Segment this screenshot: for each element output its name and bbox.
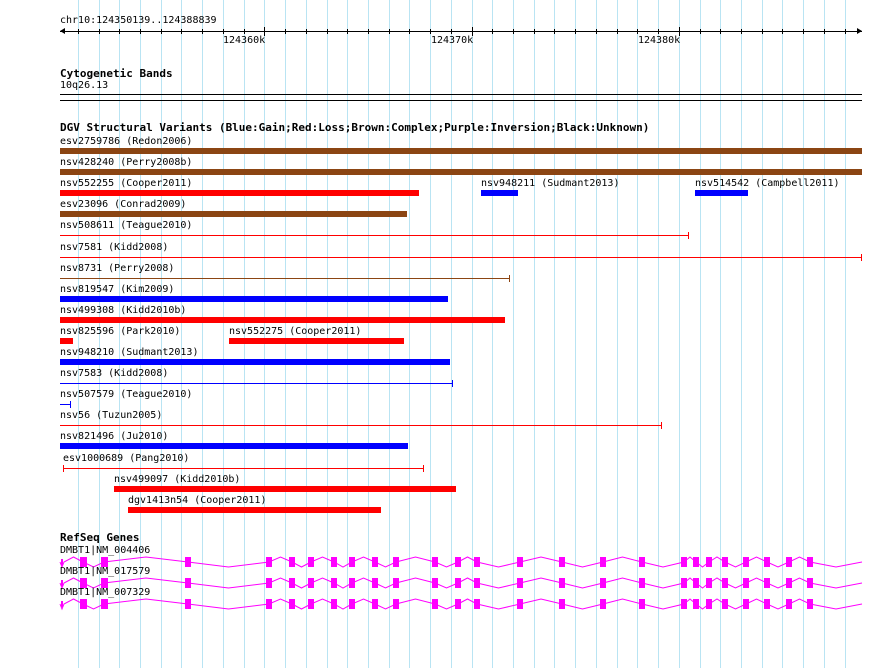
- dgv-variant-cap: [70, 401, 71, 408]
- exon-block: [308, 599, 314, 609]
- refseq-track-title[interactable]: RefSeq Genes: [60, 531, 140, 544]
- ruler-tick: [617, 29, 618, 34]
- exon-block: [349, 599, 355, 609]
- exon-block: [807, 557, 813, 567]
- exon-block: [681, 557, 687, 567]
- ruler-tick: [554, 29, 555, 34]
- dgv-variant-label: nsv514542 (Campbell2011): [695, 178, 840, 189]
- ruler-tick: [306, 29, 307, 34]
- exon-block: [331, 599, 337, 609]
- ruler-tick-label: 124380k: [638, 35, 681, 46]
- dgv-variant-label: nsv507579 (Teague2010): [60, 389, 193, 400]
- exon-block: [807, 578, 813, 588]
- dgv-variant-bar[interactable]: [60, 190, 419, 196]
- dgv-variant-line[interactable]: [60, 425, 661, 426]
- exon-block: [722, 578, 728, 588]
- ruler-arrow-left-icon: [60, 28, 65, 34]
- exon-block: [101, 599, 108, 609]
- ruler-tick: [741, 29, 742, 34]
- exon-block: [432, 557, 438, 567]
- exon-block: [266, 578, 272, 588]
- dgv-variant-cap: [661, 422, 662, 429]
- ruler-tick: [389, 29, 390, 34]
- exon-block: [455, 557, 461, 567]
- ruler-tick: [534, 29, 535, 34]
- dgv-variant-bar[interactable]: [60, 169, 862, 175]
- exon-block: [517, 557, 523, 567]
- cytoband-line-top: [60, 94, 862, 95]
- exon-block: [308, 557, 314, 567]
- dgv-variant-label: esv1000689 (Pang2010): [63, 453, 190, 464]
- exon-block: [289, 599, 295, 609]
- ruler-tick: [824, 29, 825, 34]
- dgv-variant-label: nsv428240 (Perry2008b): [60, 157, 193, 168]
- dgv-variant-bar[interactable]: [481, 190, 518, 196]
- exon-block: [807, 599, 813, 609]
- dgv-variant-line[interactable]: [63, 468, 423, 469]
- dgv-variant-label: nsv499308 (Kidd2010b): [60, 305, 187, 316]
- ruler-tick: [327, 29, 328, 34]
- dgv-variant-label: nsv552255 (Cooper2011): [60, 178, 193, 189]
- ruler-tick-label: 124360k: [223, 35, 266, 46]
- exon-block: [432, 599, 438, 609]
- transcript-label: DMBT1|NM_007329: [60, 587, 151, 598]
- cytoband-label[interactable]: 10q26.13: [60, 80, 109, 91]
- exon-block: [61, 601, 63, 607]
- transcript-label: DMBT1|NM_017579: [60, 566, 151, 577]
- exon-block: [331, 557, 337, 567]
- dgv-variant-bar[interactable]: [695, 190, 748, 196]
- ruler-tick: [637, 29, 638, 34]
- exon-block: [349, 578, 355, 588]
- ruler-tick: [762, 29, 763, 34]
- dgv-variant-line[interactable]: [60, 257, 862, 258]
- exon-block: [600, 599, 606, 609]
- ruler-tick: [99, 29, 100, 34]
- exon-block: [372, 578, 378, 588]
- exon-block: [743, 599, 749, 609]
- dgv-variant-bar[interactable]: [60, 317, 505, 323]
- dgv-variant-bar[interactable]: [60, 359, 450, 365]
- dgv-track-title[interactable]: DGV Structural Variants (Blue:Gain;Red:Loss;Brown:Complex;Purple:Inversion;Black:Unknown): [60, 121, 650, 134]
- exon-block: [80, 599, 87, 609]
- ruler-tick: [119, 29, 120, 34]
- exon-block: [559, 599, 565, 609]
- dgv-variant-bar[interactable]: [60, 148, 862, 154]
- exon-block: [61, 580, 63, 586]
- exon-block: [331, 578, 337, 588]
- exon-block: [722, 599, 728, 609]
- exon-block: [393, 578, 399, 588]
- ruler-tick-label: 124370k: [431, 35, 474, 46]
- transcript-label: DMBT1|NM_004406: [60, 545, 151, 556]
- dgv-variant-label: esv23096 (Conrad2009): [60, 199, 187, 210]
- dgv-variant-bar[interactable]: [60, 211, 407, 217]
- dgv-variant-cap: [63, 465, 64, 472]
- dgv-variant-line[interactable]: [60, 383, 452, 384]
- dgv-variant-label: nsv8731 (Perry2008): [60, 263, 175, 274]
- dgv-variant-label: nsv819547 (Kim2009): [60, 284, 175, 295]
- dgv-variant-label: nsv7583 (Kidd2008): [60, 368, 169, 379]
- exon-block: [639, 578, 645, 588]
- ruler-tick: [596, 29, 597, 34]
- exon-block: [706, 557, 712, 567]
- dgv-variant-bar[interactable]: [114, 486, 456, 492]
- exon-block: [764, 578, 770, 588]
- ruler-tick: [492, 29, 493, 34]
- dgv-variant-label: nsv552275 (Cooper2011): [229, 326, 362, 337]
- dgv-variant-cap: [452, 380, 453, 387]
- ruler-tick: [161, 29, 162, 34]
- exon-block: [185, 599, 191, 609]
- exon-block: [706, 599, 712, 609]
- dgv-variant-bar[interactable]: [60, 338, 73, 344]
- ruler-tick: [78, 29, 79, 34]
- dgv-variant-label: nsv499097 (Kidd2010b): [114, 474, 241, 485]
- exon-block: [393, 557, 399, 567]
- dgv-variant-cap: [688, 232, 689, 239]
- exon-block: [61, 559, 63, 565]
- ruler-tick: [513, 29, 514, 34]
- exon-block: [743, 557, 749, 567]
- exon-block: [639, 599, 645, 609]
- exon-block: [432, 578, 438, 588]
- exon-block: [743, 578, 749, 588]
- exon-block: [455, 599, 461, 609]
- dgv-variant-label: nsv7581 (Kidd2008): [60, 242, 169, 253]
- exon-block: [600, 557, 606, 567]
- cytoband-line-bottom: [60, 100, 862, 101]
- exon-block: [764, 599, 770, 609]
- exon-block: [308, 578, 314, 588]
- ruler-tick: [409, 29, 410, 34]
- dgv-variant-line[interactable]: [60, 278, 509, 279]
- exon-block: [681, 599, 687, 609]
- exon-block: [372, 557, 378, 567]
- exon-block: [474, 557, 480, 567]
- exon-block: [786, 599, 792, 609]
- ruler-tick: [575, 29, 576, 34]
- exon-block: [455, 578, 461, 588]
- ruler-tick: [845, 29, 846, 34]
- exon-block: [764, 557, 770, 567]
- exon-block: [786, 578, 792, 588]
- exon-block: [693, 599, 699, 609]
- exon-block: [693, 557, 699, 567]
- dgv-variant-label: nsv508611 (Teague2010): [60, 220, 193, 231]
- ruler-tick: [782, 29, 783, 34]
- exon-block: [693, 578, 699, 588]
- ruler-arrow-right-icon: [857, 28, 862, 34]
- exon-block: [559, 578, 565, 588]
- exon-block: [289, 578, 295, 588]
- ruler-tick: [181, 29, 182, 34]
- ruler-tick: [451, 29, 452, 34]
- dgv-variant-bar[interactable]: [60, 443, 408, 449]
- dgv-variant-bar[interactable]: [128, 507, 381, 513]
- dgv-variant-line[interactable]: [60, 404, 70, 405]
- exon-block: [639, 557, 645, 567]
- exon-block: [474, 578, 480, 588]
- ruler-tick: [285, 29, 286, 34]
- exon-block: [474, 599, 480, 609]
- exon-block: [349, 557, 355, 567]
- exon-block: [706, 578, 712, 588]
- ruler-tick: [140, 29, 141, 34]
- dgv-variant-bar[interactable]: [229, 338, 404, 344]
- cytoband-track-title[interactable]: Cytogenetic Bands: [60, 67, 173, 80]
- ruler-tick: [430, 29, 431, 34]
- exon-block: [266, 557, 272, 567]
- exon-block: [517, 599, 523, 609]
- ruler-tick: [700, 29, 701, 34]
- exon-block: [722, 557, 728, 567]
- exon-block: [559, 557, 565, 567]
- ruler-tick: [347, 29, 348, 34]
- dgv-variant-label: nsv56 (Tuzun2005): [60, 410, 163, 421]
- exon-block: [600, 578, 606, 588]
- ruler-tick: [720, 29, 721, 34]
- ruler-tick: [244, 29, 245, 34]
- dgv-variant-bar[interactable]: [60, 296, 448, 302]
- dgv-variant-cap: [509, 275, 510, 282]
- exon-block: [289, 557, 295, 567]
- transcript-model[interactable]: [0, 594, 890, 614]
- ruler-tick: [202, 29, 203, 34]
- dgv-variant-label: esv2759786 (Redon2006): [60, 136, 193, 147]
- exon-block: [185, 557, 191, 567]
- dgv-variant-label: nsv821496 (Ju2010): [60, 431, 169, 442]
- ruler-tick: [223, 29, 224, 34]
- ruler-location: chr10:124350139..124388839: [60, 15, 217, 26]
- dgv-variant-label: nsv825596 (Park2010): [60, 326, 181, 337]
- dgv-variant-label: nsv948211 (Sudmant2013): [481, 178, 620, 189]
- exon-block: [393, 599, 399, 609]
- exon-block: [681, 578, 687, 588]
- exon-block: [185, 578, 191, 588]
- exon-block: [786, 557, 792, 567]
- ruler-tick: [658, 29, 659, 34]
- exon-block: [372, 599, 378, 609]
- dgv-variant-label: dgv1413n54 (Cooper2011): [128, 495, 267, 506]
- dgv-variant-cap: [423, 465, 424, 472]
- dgv-variant-line[interactable]: [60, 235, 688, 236]
- ruler-tick: [803, 29, 804, 34]
- dgv-variant-cap: [861, 254, 862, 261]
- exon-block: [266, 599, 272, 609]
- ruler-tick: [368, 29, 369, 34]
- dgv-variant-label: nsv948210 (Sudmant2013): [60, 347, 199, 358]
- exon-block: [517, 578, 523, 588]
